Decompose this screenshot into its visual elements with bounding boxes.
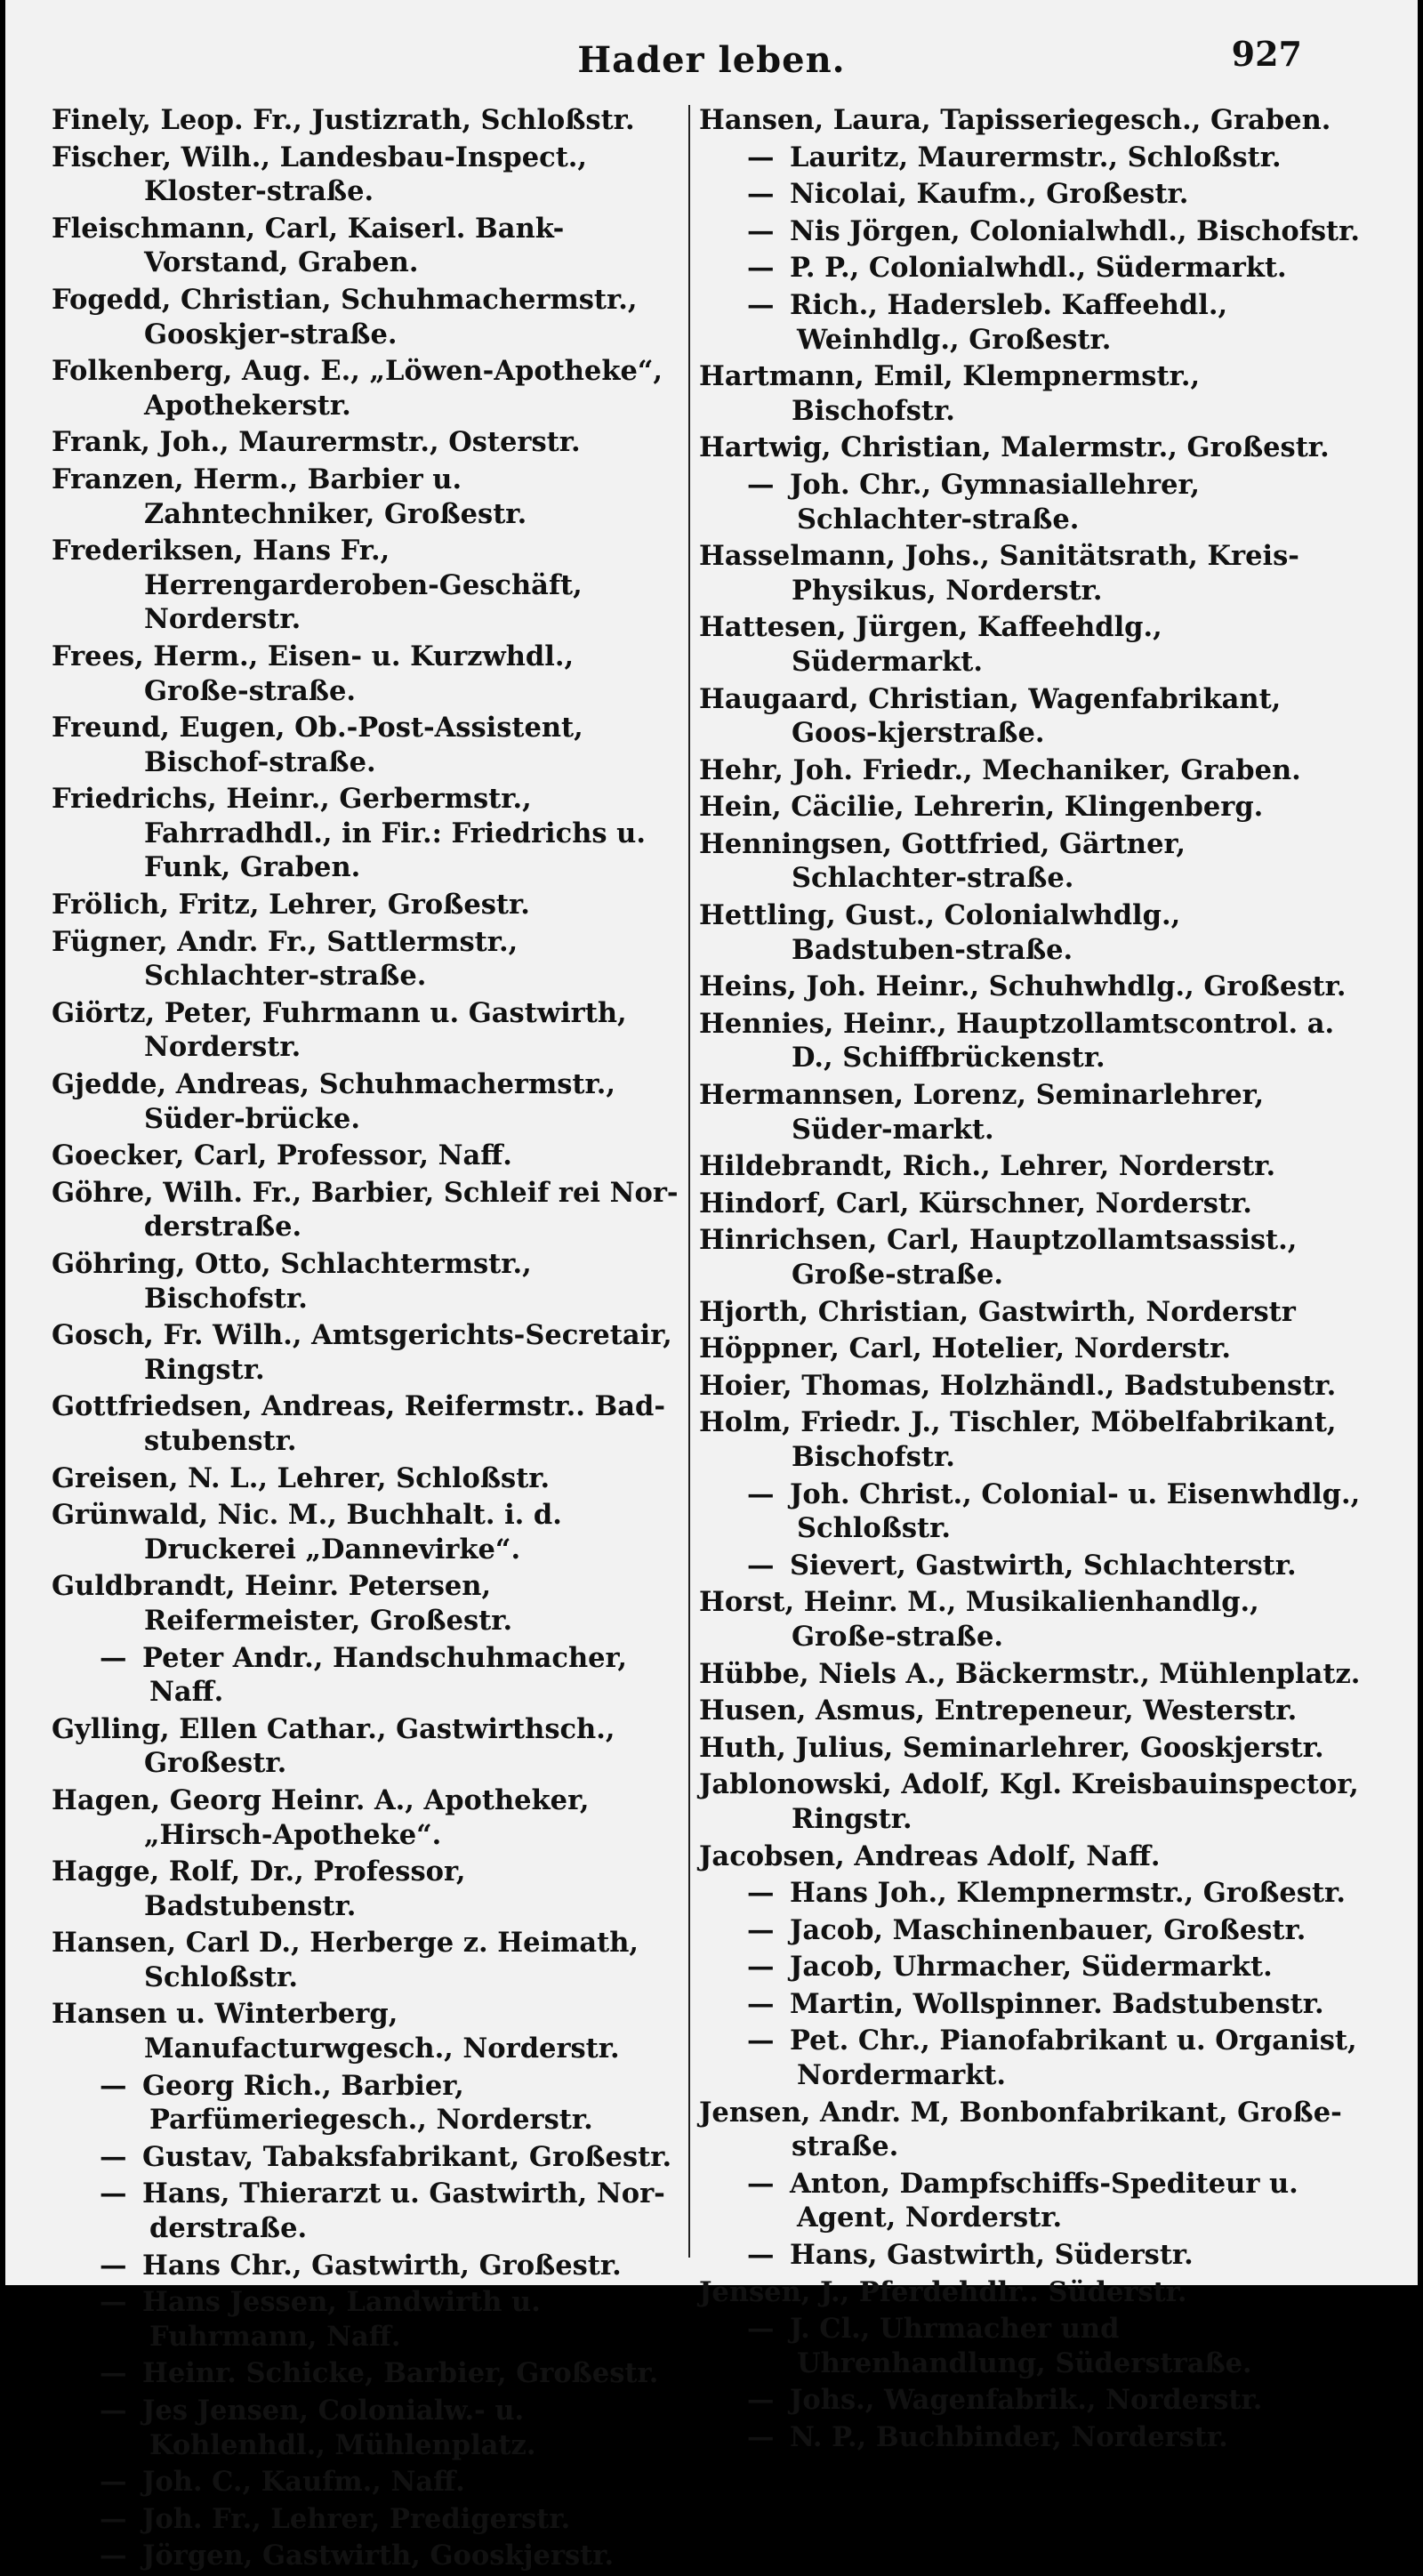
entry-text: Hehr, Joh. Friedr., Mechaniker, Graben. (699, 753, 1301, 786)
ditto-dash: — (747, 252, 775, 285)
entry-text: Fleischmann, Carl, Kaiserl. Bank-Vorstand, Graben. (52, 212, 565, 279)
entry-text: Hennies, Heinr., Hauptzollamtscontrol. a. D., Schiffbrückenstr. (699, 1007, 1335, 1075)
entry-text: Jensen, J., Pferdehdlr.. Süderstr. (699, 2275, 1187, 2308)
directory-entry (699, 1767, 1362, 1836)
entry-text: Hans Joh., Klempnermstr., Großestr. (790, 1877, 1346, 1910)
directory-entry (699, 1950, 1362, 1984)
entry-text: Fogedd, Christian, Schuhmachermstr., Gooskjer-straße. (52, 283, 638, 350)
directory-entry (699, 1007, 1362, 1075)
ditto-dash: — (747, 1913, 775, 1946)
directory-entry (52, 1067, 679, 1136)
entry-text: Gustav, Tabaksfabrikant, Großestr. (142, 2140, 672, 2173)
directory-entry (52, 1176, 679, 1244)
entry-text: Hansen, Laura, Tapisseriegesch., Graben. (699, 104, 1331, 136)
directory-entry (52, 141, 679, 209)
entry-text: Gylling, Ellen Cathar., Gastwirthsch., Großestr. (52, 1712, 615, 1780)
entry-text: Martin, Wollspinner. Badstubenstr. (790, 1987, 1324, 2020)
directory-entry (699, 2383, 1362, 2418)
directory-entry (699, 539, 1362, 608)
entry-text: Hein, Cäcilie, Lehrerin, Klingenberg. (699, 791, 1264, 824)
entry-text: Frank, Joh., Maurermstr., Osterstr. (52, 426, 581, 459)
directory-entry (699, 103, 1362, 138)
entry-text: Georg Rich., Barbier, Parfümeriegesch., Norderstr. (142, 2069, 593, 2137)
entry-text: Joh. Christ., Colonial- u. Eisenwhdlg., Schloßstr. (790, 1477, 1361, 1545)
entry-text: Joh. Fr., Lehrer, Predigerstr. (142, 2502, 571, 2535)
entry-text: Hettling, Gust., Colonialwhdlg., Badstuben-straße. (699, 899, 1181, 966)
entry-text: Jacob, Maschinenbauer, Großestr. (790, 1913, 1306, 1946)
directory-entry (52, 1461, 679, 1496)
ditto-dash: — (747, 2239, 775, 2272)
entry-text: Hansen u. Winterberg, Manufacturwgesch., Norderstr. (52, 1998, 620, 2065)
directory-entry (52, 1247, 679, 1316)
ditto-dash: — (100, 2249, 127, 2282)
directory-entry (699, 1332, 1362, 1366)
directory-entry (52, 1139, 679, 1173)
entry-text: Hübbe, Niels A., Bäckermstr., Mühlenplatz. (699, 1657, 1361, 1690)
entry-text: Grünwald, Nic. M., Buchhalt. i. d. Druckerei „Dannevirke“. (52, 1499, 562, 1566)
directory-entry (699, 1549, 1362, 1583)
entry-text: Jacobsen, Andreas Adolf, Naff. (699, 1839, 1161, 1872)
right-column (699, 103, 1362, 2458)
ditto-dash: — (747, 468, 775, 501)
entry-text: Hagen, Georg Heinr. A., Apotheker, „Hirsch-Apotheke“. (52, 1783, 590, 1851)
entry-text: Göhre, Wilh. Fr., Barbier, Schleif rei Nor-derstraße. (52, 1176, 679, 1244)
directory-entry (699, 753, 1362, 788)
entry-text: Lauritz, Maurermstr., Schloßstr. (790, 141, 1282, 173)
ditto-dash: — (747, 2025, 775, 2057)
entry-text: Nicolai, Kaufm., Großestr. (790, 178, 1189, 211)
entry-text: Jes Jensen, Colonialw.- u. Kohlenhdl., Mühlenplatz. (142, 2395, 536, 2461)
directory-entry (699, 141, 1362, 175)
entry-text: Guldbrandt, Heinr. Petersen, Reifermeister, Großestr. (52, 1570, 513, 1637)
directory-entry (52, 2069, 679, 2137)
directory-entry (52, 1855, 679, 1923)
directory-entry (699, 1078, 1362, 1147)
directory-entry (699, 2024, 1362, 2092)
running-title: Hader leben. (577, 39, 846, 81)
entry-text: Hattesen, Jürgen, Kaffeehdlg., Südermarkt. (699, 611, 1162, 678)
ditto-dash: — (100, 2069, 127, 2102)
entry-text: Peter Andr., Handschuhmacher, Naff. (142, 1641, 627, 1709)
directory-entry (699, 2312, 1362, 2380)
entry-text: Holm, Friedr. J., Tischler, Möbelfabrikant, Bischofstr. (699, 1406, 1337, 1473)
directory-entry (52, 2502, 679, 2537)
directory-entry (52, 534, 679, 637)
directory-entry (699, 2096, 1362, 2164)
ditto-dash: — (747, 141, 775, 173)
ditto-dash: — (100, 2286, 127, 2319)
directory-entry (699, 431, 1362, 465)
directory-entry (52, 1498, 679, 1566)
directory-entry (699, 359, 1362, 428)
directory-entry (699, 1369, 1362, 1404)
entry-text: Folkenberg, Aug. E., „Löwen-Apotheke“, Apothekerstr. (52, 355, 663, 422)
entry-text: Jablonowski, Adolf, Kgl. Kreisbauinspector, Ringstr. (699, 1768, 1359, 1835)
entry-text: Gottfriedsen, Andreas, Reifermstr.. Bad-stubenstr. (52, 1390, 665, 1457)
ditto-dash: — (747, 214, 775, 247)
page-header (5, 27, 1418, 89)
page-number: 927 (1231, 34, 1302, 74)
ditto-dash: — (747, 2313, 775, 2346)
directory-entry (699, 177, 1362, 212)
directory-entry (52, 2394, 679, 2462)
directory-entry (52, 1318, 679, 1387)
ditto-dash: — (100, 2540, 127, 2572)
directory-entry (52, 640, 679, 708)
entry-text: Friedrichs, Heinr., Gerbermstr., Fahrradhdl., in Fir.: Friedrichs u. Funk, Graben. (52, 783, 646, 884)
entry-text: Johs., Wagenfabrik., Norderstr. (790, 2384, 1263, 2417)
directory-entry (699, 970, 1362, 1004)
directory-entry (52, 212, 679, 280)
directory-entry (699, 1477, 1362, 1546)
directory-entry (52, 1712, 679, 1781)
directory-entry (52, 1641, 679, 1710)
directory-entry (699, 1149, 1362, 1184)
entry-text: Giörtz, Peter, Fuhrmann u. Gastwirth, Norderstr. (52, 996, 627, 1064)
directory-entry (699, 682, 1362, 751)
ditto-dash: — (100, 2357, 127, 2390)
entry-text: Hildebrandt, Rich., Lehrer, Norderstr. (699, 1150, 1276, 1183)
entry-text: Hjorth, Christian, Gastwirth, Norderstr (699, 1295, 1296, 1328)
directory-entry (699, 1839, 1362, 1874)
ditto-dash: — (747, 2421, 775, 2453)
entry-text: Husen, Asmus, Entrepeneur, Westerstr. (699, 1695, 1298, 1727)
entry-text: Jörgen, Gastwirth, Gooskjerstr. (142, 2540, 615, 2572)
ditto-dash: — (100, 1641, 127, 1674)
entry-text: Freund, Eugen, Ob.-Post-Assistent, Bischof-straße. (52, 712, 583, 778)
entry-text: Finely, Leop. Fr., Justizrath, Schloßstr. (52, 104, 635, 136)
entry-text: Heins, Joh. Heinr., Schuhwhdlg., Großestr. (699, 970, 1347, 1003)
ditto-dash: — (100, 2395, 127, 2427)
left-column (52, 103, 679, 2576)
directory-entry (52, 1783, 679, 1852)
ditto-dash: — (747, 2167, 775, 2200)
entry-text: Hinrichsen, Carl, Hauptzollamtsassist., Große-straße. (699, 1224, 1298, 1291)
directory-entry (699, 214, 1362, 249)
ditto-dash: — (747, 1951, 775, 1984)
entry-text: Hans, Thierarzt u. Gastwirth, Nor-derstraße. (142, 2178, 665, 2245)
ditto-dash: — (747, 2384, 775, 2417)
directory-entry (699, 1694, 1362, 1728)
ditto-dash: — (747, 1549, 775, 1582)
entry-text: Höppner, Carl, Hotelier, Norderstr. (699, 1332, 1231, 1365)
directory-entry (52, 2140, 679, 2175)
directory-entry (699, 468, 1362, 536)
entry-text: Hermannsen, Lorenz, Seminarlehrer, Süder-markt. (699, 1079, 1265, 1146)
entry-text: Franzen, Herm., Barbier u. Zahntechniker, Großestr. (52, 463, 527, 530)
directory-entry (699, 1295, 1362, 1330)
directory-entry (699, 898, 1362, 967)
ditto-dash: — (747, 288, 775, 321)
entry-text: Frederiksen, Hans Fr., Herrengarderoben-Geschäft, Norderstr. (52, 535, 583, 636)
ditto-dash: — (747, 1477, 775, 1510)
entry-text: Joh. Chr., Gymnasiallehrer, Schlachter-straße. (790, 468, 1200, 535)
entry-text: Joh. C., Kaufm., Naff. (142, 2466, 465, 2499)
entry-text: Hartwig, Christian, Malermstr., Großestr. (699, 431, 1330, 464)
directory-entry (52, 996, 679, 1065)
entry-text: Rich., Hadersleb. Kaffeehdl., Weinhdlg., Großestr. (790, 288, 1228, 356)
entry-text: Fischer, Wilh., Landesbau-Inspect., Kloster-straße. (52, 141, 588, 208)
directory-entry (699, 1987, 1362, 2022)
entry-text: Gosch, Fr. Wilh., Amtsgerichts-Secretair, Ringstr. (52, 1319, 672, 1386)
ditto-dash: — (100, 2140, 127, 2173)
entry-text: Haugaard, Christian, Wagenfabrikant, Goos-kjerstraße. (699, 682, 1282, 750)
ditto-dash: — (100, 2502, 127, 2535)
entry-text: Anton, Dampfschiffs-Spediteur u. Agent, Norderstr. (790, 2167, 1298, 2234)
directory-entry (52, 1389, 679, 1458)
directory-entry (699, 1657, 1362, 1692)
entry-text: Hartmann, Emil, Klempnermstr., Bischofstr. (699, 360, 1201, 427)
column-divider (688, 105, 690, 2258)
entry-text: N. P., Buchbinder, Norderstr. (790, 2421, 1228, 2453)
entry-text: Frees, Herm., Eisen- u. Kurzwhdl., Große-straße. (52, 640, 575, 707)
directory-entry (699, 827, 1362, 896)
ditto-dash: — (100, 2178, 127, 2210)
directory-entry (52, 425, 679, 460)
entry-text: Fügner, Andr. Fr., Sattlermstr., Schlachter-straße. (52, 925, 519, 993)
directory-entry (699, 251, 1362, 286)
entry-text: Greisen, N. L., Lehrer, Schloßstr. (52, 1461, 551, 1494)
entry-text: Hagge, Rolf, Dr., Professor, Badstubenstr. (52, 1856, 466, 1922)
entry-text: Nis Jörgen, Colonialwhdl., Bischofstr. (790, 214, 1360, 247)
entry-text: Pet. Chr., Pianofabrikant u. Organist, Nordermarkt. (790, 2025, 1357, 2092)
directory-entry (52, 2356, 679, 2391)
entry-text: Henningsen, Gottfried, Gärtner, Schlachter-straße. (699, 827, 1186, 895)
entry-text: Hansen, Carl D., Herberge z. Heimath, Schloßstr. (52, 1927, 639, 1993)
directory-entry (52, 711, 679, 779)
entry-text: Horst, Heinr. M., Musikalienhandlg., Große-straße. (699, 1586, 1259, 1653)
directory-entry (699, 2238, 1362, 2273)
entry-text: Hans Chr., Gastwirth, Großestr. (142, 2249, 622, 2282)
directory-entry (52, 888, 679, 922)
entry-text: Hasselmann, Johs., Sanitätsrath, Kreis-Physikus, Norderstr. (699, 540, 1299, 607)
directory-entry (699, 2167, 1362, 2235)
directory-entry (52, 1997, 679, 2065)
entry-text: Frölich, Fritz, Lehrer, Großestr. (52, 889, 530, 922)
entry-text: Hans, Gastwirth, Süderstr. (790, 2239, 1194, 2272)
entry-text: Huth, Julius, Seminarlehrer, Gooskjerstr. (699, 1731, 1324, 1764)
directory-entry (699, 790, 1362, 825)
directory-entry (699, 1876, 1362, 1911)
directory-entry (52, 2177, 679, 2245)
directory-entry (52, 1569, 679, 1638)
directory-entry (699, 1913, 1362, 1948)
entry-text: Goecker, Carl, Professor, Naff. (52, 1139, 512, 1172)
directory-entry (699, 288, 1362, 357)
entry-text: Jensen, Andr. M, Bonbonfabrikant, Große-straße. (699, 2096, 1342, 2163)
directory-entry (52, 283, 679, 351)
entry-text: Göhring, Otto, Schlachtermstr., Bischofstr. (52, 1248, 532, 1315)
directory-entry (699, 2275, 1362, 2310)
directory-entry (699, 2420, 1362, 2455)
entry-text: Gjedde, Andreas, Schuhmachermstr., Süder-brücke. (52, 1068, 616, 1135)
entry-text: J. Cl., Uhrmacher und Uhrenhandlung, Süderstraße. (790, 2313, 1252, 2379)
directory-entry (52, 354, 679, 423)
ditto-dash: — (747, 1987, 775, 2020)
directory-entry (699, 1585, 1362, 1654)
entry-text: Hans Jessen, Landwirth u. Fuhrmann, Naff. (142, 2286, 541, 2353)
entry-text: Hoier, Thomas, Holzhändl., Badstubenstr. (699, 1369, 1337, 1402)
directory-entry (52, 2285, 679, 2354)
directory-entry (52, 2539, 679, 2573)
entry-text: P. P., Colonialwhdl., Südermarkt. (790, 252, 1287, 285)
directory-entry (52, 2465, 679, 2500)
entry-text: Hindorf, Carl, Kürschner, Norderstr. (699, 1187, 1252, 1220)
directory-entry (699, 1223, 1362, 1292)
directory-entry (52, 103, 679, 138)
entry-text: Sievert, Gastwirth, Schlachterstr. (790, 1549, 1297, 1582)
entry-text: Jacob, Uhrmacher, Südermarkt. (790, 1951, 1273, 1984)
directory-entry (699, 1405, 1362, 1474)
directory-entry (52, 925, 679, 994)
directory-entry (52, 2249, 679, 2283)
ditto-dash: — (100, 2466, 127, 2499)
directory-entry (52, 782, 679, 885)
directory-entry (699, 610, 1362, 679)
directory-page (5, 0, 1418, 2572)
directory-entry (52, 463, 679, 531)
directory-entry (52, 1926, 679, 1994)
ditto-dash: — (747, 1877, 775, 1910)
entry-text: Heinr. Schicke, Barbier, Großestr. (142, 2357, 659, 2390)
directory-entry (699, 1731, 1362, 1766)
ditto-dash: — (747, 178, 775, 211)
directory-entry (699, 1187, 1362, 1221)
